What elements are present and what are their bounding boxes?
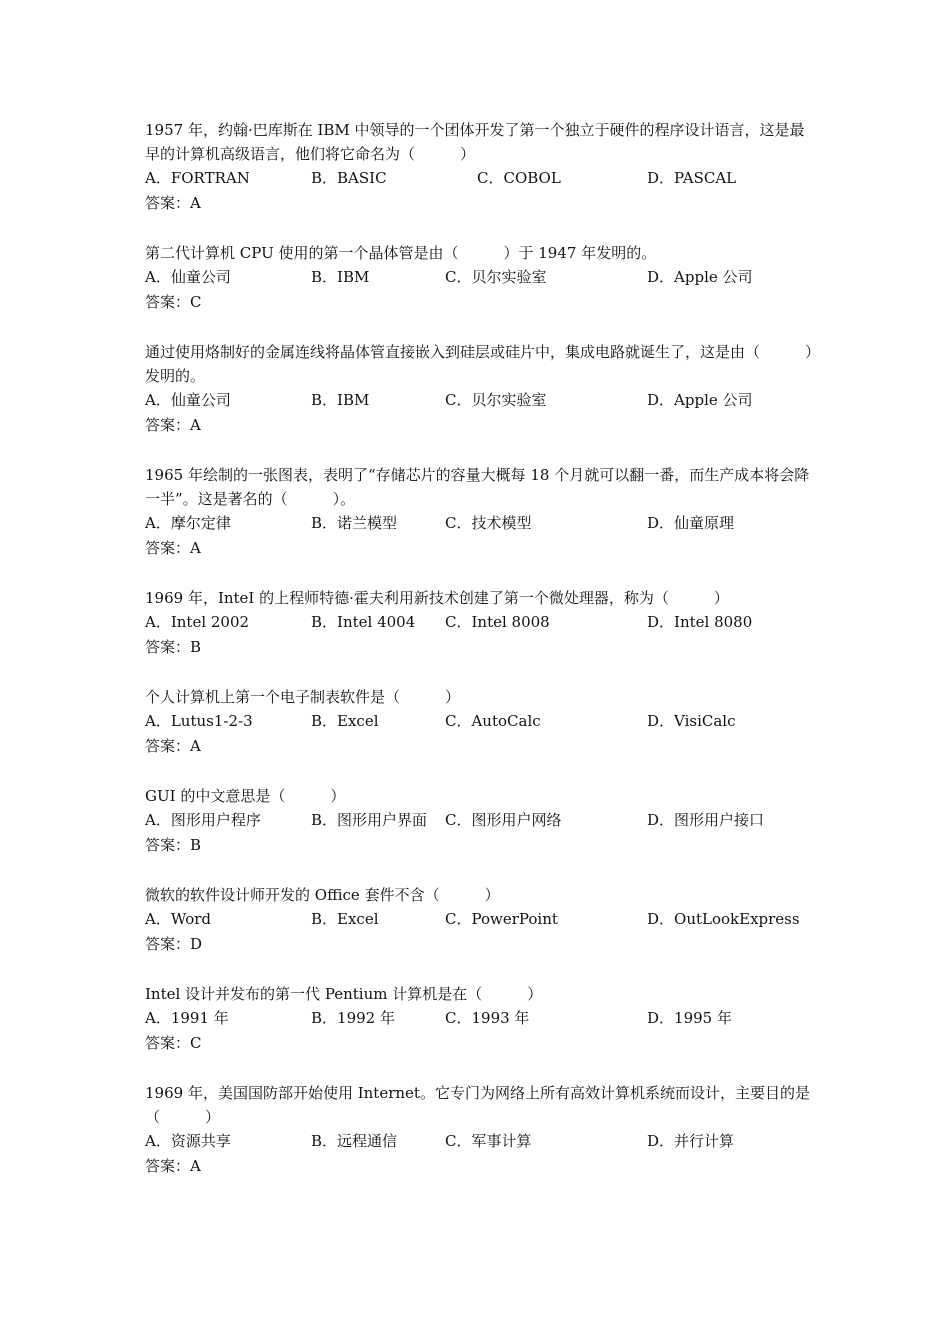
question-10: [145, 1081, 815, 1179]
question-stem: 1969 年，美国国防部开始使用 Internet。它专门为网络上所有高效计算机系统而设计，主要目的是（ ）: [145, 1084, 810, 1126]
option-row: [145, 1006, 815, 1031]
option-c: C．Intel 8008: [445, 613, 550, 631]
option-c: C．贝尔实验室: [445, 391, 547, 409]
answer-text: 答案：C: [145, 1034, 202, 1052]
option-d: D．Apple 公司: [647, 391, 753, 409]
option-c: C．PowerPoint: [445, 910, 558, 928]
answer-text: 答案：A: [145, 416, 201, 434]
question-stem: 微软的软件设计师开发的 Office 套件不含（ ）: [145, 886, 500, 904]
option-b: B．1992 年: [311, 1009, 395, 1027]
question-3: [145, 340, 815, 438]
option-a: A．图形用户程序: [145, 811, 261, 829]
option-a: A．仙童公司: [145, 391, 231, 409]
option-row: [145, 709, 815, 734]
answer-text: 答案：A: [145, 194, 201, 212]
option-row: [145, 166, 815, 191]
answer-text: 答案：B: [145, 836, 202, 854]
question-stem: 通过使用烙制好的金属连线将晶体管直接嵌入到硅层或硅片中，集成电路就诞生了，这是由（ ）发明的。: [145, 343, 813, 385]
option-d: D．图形用户接口: [647, 811, 765, 829]
option-a: A．仙童公司: [145, 268, 231, 286]
answer-text: 答案：A: [145, 539, 201, 557]
question-6: [145, 685, 815, 759]
question-7: [145, 784, 815, 858]
option-b: B．Excel: [311, 910, 379, 928]
option-d: D．仙童原理: [647, 514, 735, 532]
option-a: A．1991 年: [145, 1009, 229, 1027]
option-b: B．Intel 4004: [311, 613, 416, 631]
option-d: D．并行计算: [647, 1132, 735, 1150]
answer-text: 答案：D: [145, 935, 203, 953]
option-a: A．Word: [145, 910, 212, 928]
option-d: D．OutLookExpress: [647, 910, 800, 928]
option-row: [145, 610, 815, 635]
option-c: C．图形用户网络: [445, 811, 562, 829]
option-row: [145, 1129, 815, 1154]
option-b: B．IBM: [311, 268, 370, 286]
answer-text: 答案：C: [145, 293, 202, 311]
option-a: A．Lutus1-2-3: [145, 712, 253, 730]
question-stem: GUI 的中文意思是（ ）: [145, 787, 346, 805]
option-row: [145, 388, 815, 413]
question-stem: Intel 设计并发布的第一代 Pentium 计算机是在（ ）: [145, 985, 543, 1003]
option-b: B．远程通信: [311, 1132, 398, 1150]
option-a: A．资源共享: [145, 1132, 231, 1150]
option-row: [145, 808, 815, 833]
option-c: C．军事计算: [445, 1132, 532, 1150]
question-stem: 1969 年，InteI 的上程师特德·霍夫利用新技术创建了第一个微处理器，称为（ ）: [145, 589, 729, 607]
option-row: [145, 907, 815, 932]
option-b: B．诺兰模型: [311, 514, 398, 532]
answer-text: 答案：B: [145, 638, 202, 656]
answer-text: 答案：A: [145, 1157, 201, 1175]
option-d: D．PASCAL: [647, 169, 737, 187]
option-c: C．AutoCalc: [445, 712, 541, 730]
quiz-page: [145, 118, 815, 1204]
question-stem: 个人计算机上第一个电子制表软件是（ ）: [145, 688, 461, 706]
option-d: D．VisiCalc: [647, 712, 736, 730]
question-4: [145, 463, 815, 561]
question-9: [145, 982, 815, 1056]
question-1: [145, 118, 815, 216]
option-a: A．Intel 2002: [145, 613, 250, 631]
question-2: [145, 241, 815, 315]
option-b: B．IBM: [311, 391, 370, 409]
option-row: [145, 511, 815, 536]
option-d: D．Intel 8080: [647, 613, 753, 631]
answer-text: 答案：A: [145, 737, 201, 755]
option-row: [145, 265, 815, 290]
question-8: [145, 883, 815, 957]
option-b: B．图形用户界面: [311, 811, 428, 829]
option-c: C．COBOL: [477, 169, 561, 187]
option-c: C．技术模型: [445, 514, 532, 532]
question-stem: 第二代计算机 CPU 使用的第一个晶体管是由（ ）于 1947 年发明的。: [145, 244, 657, 262]
option-a: A．FORTRAN: [145, 169, 250, 187]
option-c: C．1993 年: [445, 1009, 530, 1027]
option-d: D．1995 年: [647, 1009, 732, 1027]
option-b: B．Excel: [311, 712, 379, 730]
question-5: [145, 586, 815, 660]
question-stem: 1965 年绘制的一张图表，表明了“存储芯片的容量大概每 18 个月就可以翻一番，而生产成本将会降一半”。这是著名的（ ）。: [145, 466, 810, 508]
option-d: D．Apple 公司: [647, 268, 753, 286]
option-a: A．摩尔定律: [145, 514, 231, 532]
question-stem: 1957 年，约翰·巴库斯在 IBM 中领导的一个团体开发了第一个独立于硬件的程序设计语言，这是最早的计算机高级语言，他们将它命名为（ ）: [145, 121, 805, 163]
option-b: B．BASIC: [311, 169, 387, 187]
option-c: C．贝尔实验室: [445, 268, 547, 286]
